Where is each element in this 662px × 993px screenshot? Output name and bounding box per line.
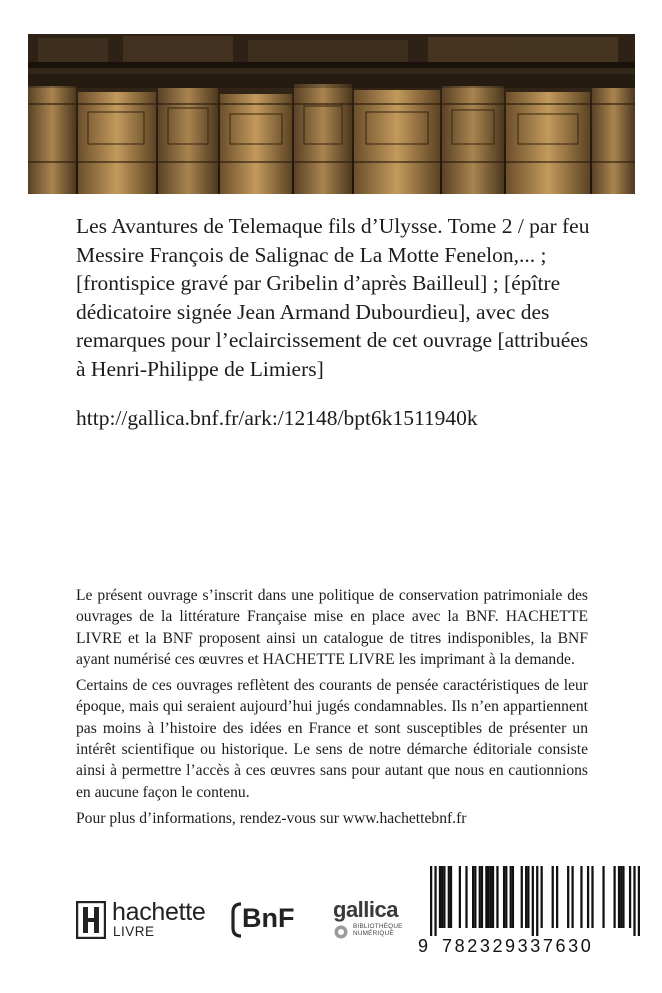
notice-paragraph: Certains de ces ouvrages reflètent des courants de pensée caractéristiques de leur époque, mais qui seraient aujourd’hui jugés condamnables. Ils n’en appartiennent pas moins à l’histoire des idées en France et sont susceptibles de présenter un intérêt scientifique ou historique. Le sens de notre démarche éditoriale consiste ainsi à permettre l’accès à ces œuvres sans pour autant que nous en cautionnions en aucune façon le contenu. [76,677,588,801]
barcode-guard-bar [633,866,635,936]
notice-more-info: Pour plus d’informations, rendez-vous sur www.hachettebnf.fr [76,809,467,827]
gallica-logo [329,898,409,944]
livre-wordmark: LIVRE [113,924,155,939]
barcode-bar [552,866,554,928]
hachette-h-icon [76,901,106,939]
book-title: Les Avantures de Telemaque fils d’Ulysse. Tome 2 / par feu Messire François de Salignac de La Motte Fenelon,... ; [frontispice gravé par Gribelin d’après Bailleul] ; [épître dédicatoire signée Jean Armand Dubourdieu], avec des remarques pour l’eclaircissement de cet ouvrage [attribuées à Henri-Philippe de Limiers] [76,214,590,381]
barcode-bar [580,866,582,928]
barcode-bar [525,866,527,928]
barcode-bar [505,866,507,928]
notice-paragraph: Le présent ouvrage s’inscrit dans une politique de conservation patrimoniale des ouvrages de la littérature Française mise en place avec la BNF. HACHETTE LIVRE et la BNF proposent ainsi un catalogue de titres indisponibles, la BNF ayant numérisé ces œuvres et HACHETTE LIVRE les imprimant à la demande. [76,587,588,668]
barcode-bar [492,866,494,928]
barcode-bars [430,866,640,936]
barcode-bar [567,866,569,928]
barcode-bar [622,866,624,928]
barcode-bar [443,866,445,928]
barcode-bar [479,866,481,928]
barcode-guard-bar [638,866,640,936]
barcode-bar [571,866,573,928]
barcode-bar [512,866,514,928]
barcode-bar [521,866,523,928]
barcode-bar [481,866,483,928]
barcode-bar [602,866,604,928]
barcode-bar [510,866,512,928]
publisher-logos [76,890,406,950]
publisher-notice [76,585,588,834]
barcode-guard-bar [430,866,432,936]
barcode-bar [439,866,441,928]
hachette-wordmark: hachette [112,898,206,926]
barcode-bar [503,866,505,928]
barcode-bar [490,866,492,928]
barcode-bar [556,866,558,928]
barcode-bar [618,866,620,928]
barcode-guard-bar [536,866,538,936]
gallica-url: http://gallica.bnf.fr/ark:/12148/bpt6k1511940k [76,406,478,430]
barcode-first-digit: 9 [418,936,429,956]
barcode-bar [441,866,443,928]
gallica-subtitle: BIBLIOTHÈQUE NUMÉRIQUE [353,923,403,937]
bnf-logo [231,900,311,940]
isbn-barcode [418,866,644,958]
barcode-bar [587,866,589,928]
bnf-wordmark: BnF [242,903,295,933]
barcode-bar [474,866,476,928]
barcode-bar [459,866,461,928]
barcode-bar [485,866,487,928]
gallica-wordmark: gallica [333,897,398,922]
bookshelf-image [28,34,635,194]
barcode-bar [487,866,489,928]
barcode-bar [541,866,543,928]
barcode-guard-bar [434,866,436,936]
barcode-digits: 782329337630 [442,936,594,956]
hachette-livre-logo [76,898,206,942]
barcode-bar [613,866,615,928]
barcode-bar [448,866,450,928]
gallica-emblem-icon [331,924,351,940]
barcode-bar [465,866,467,928]
barcode-bar [472,866,474,928]
barcode-bar [629,866,631,928]
barcode-bar [450,866,452,928]
banner-photo [28,34,635,194]
barcode-bar [527,866,529,928]
barcode-bar [496,866,498,928]
barcode-bar [620,866,622,928]
barcode-guard-bar [532,866,534,936]
barcode-bar [591,866,593,928]
